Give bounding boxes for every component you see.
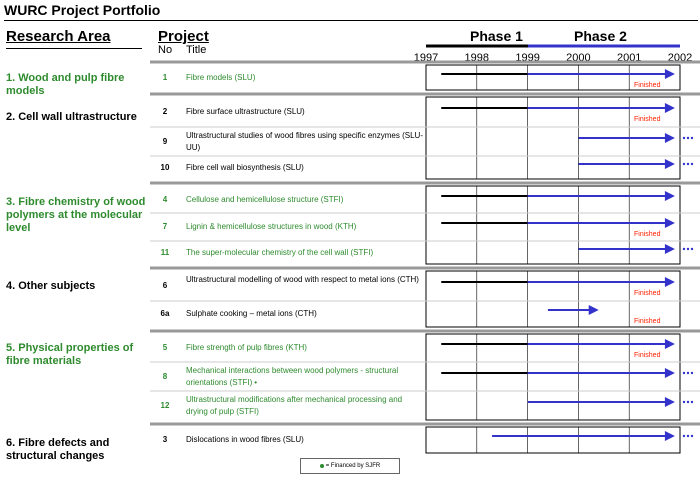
year-label: 2001	[616, 52, 642, 64]
project-arrowhead	[665, 397, 675, 407]
project-number: 5	[162, 343, 168, 352]
project-number: 6	[162, 281, 168, 290]
continuation-dot	[683, 372, 685, 374]
continuation-dot	[691, 248, 693, 250]
continuation-dot	[691, 163, 693, 165]
project-arrowhead	[665, 218, 675, 228]
title-column-header: Title	[186, 44, 207, 56]
project-title-text: Fibre cell wall biosynthesis (SLU)	[186, 163, 304, 172]
project-number: 1	[162, 73, 168, 82]
project-arrowhead	[665, 191, 675, 201]
continuation-dot	[687, 137, 689, 139]
sjfr-dot-icon	[320, 464, 324, 468]
project-number: 7	[162, 222, 168, 231]
project-title-text: Sulphate cooking – metal ions (CTH)	[186, 309, 317, 318]
project-title-text: Mechanical interactions between wood polymers - structural orientations (STFI)	[186, 366, 399, 387]
project-arrowhead	[589, 305, 599, 315]
project-number: 11	[160, 248, 170, 257]
finished-label: Finished	[634, 82, 661, 89]
page-title: WURC Project Portfolio	[4, 2, 161, 18]
project-arrowhead	[665, 159, 675, 169]
phase-2-label: Phase 2	[574, 28, 627, 44]
project-number: 9	[162, 137, 168, 146]
finished-label: Finished	[634, 352, 661, 359]
project-number: 2	[162, 107, 168, 116]
legend-text: = Financed by SJFR	[325, 463, 381, 469]
continuation-dot	[687, 435, 689, 437]
project-number: 10	[160, 163, 170, 172]
project-title-text: Ultrastructural modifications after mechanical processing and drying of pulp (STFI)	[186, 395, 403, 416]
project-title-text: Lignin & hemicellulose structures in wood (KTH)	[186, 222, 357, 231]
continuation-dot	[683, 163, 685, 165]
project-title-text: Dislocations in wood fibres (SLU)	[186, 435, 304, 444]
project-title-text: The super-molecular chemistry of the cell wall (STFI)	[186, 248, 374, 257]
project-arrowhead	[665, 368, 675, 378]
project-number: 4	[162, 195, 168, 204]
continuation-dot	[691, 401, 693, 403]
continuation-dot	[683, 435, 685, 437]
project-title-text: Fibre models (SLU)	[186, 73, 256, 82]
continuation-dot	[687, 401, 689, 403]
year-label: 1999	[515, 52, 540, 64]
research-area: 1. Wood and pulp fibre models	[6, 72, 125, 97]
research-area: 6. Fibre defects and structural changes	[6, 437, 110, 462]
finished-label: Finished	[634, 318, 661, 325]
no-column-header: No	[158, 44, 173, 56]
year-label: 1998	[464, 52, 490, 64]
continuation-dot	[683, 137, 685, 139]
project-arrowhead	[665, 69, 675, 79]
continuation-dot	[687, 372, 689, 374]
sjfr-marker: •	[254, 378, 258, 387]
continuation-dot	[691, 137, 693, 139]
project-arrowhead	[665, 431, 675, 441]
project-title-text: Ultrastructural studies of wood fibres using specific enzymes (SLU-UU)	[186, 131, 423, 152]
research-area: 5. Physical properties of fibre materials	[6, 342, 134, 367]
group-box	[426, 186, 680, 264]
project-title-text: Fibre strength of pulp fibres (KTH)	[186, 343, 307, 352]
continuation-dot	[691, 435, 693, 437]
continuation-dot	[691, 372, 693, 374]
year-label: 2002	[667, 52, 693, 64]
project-header: Project	[158, 28, 209, 45]
research-area: 4. Other subjects	[6, 280, 96, 292]
project-arrowhead	[665, 244, 675, 254]
research-area-header: Research Area	[6, 28, 111, 45]
project-arrowhead	[665, 103, 675, 113]
project-arrowhead	[665, 277, 675, 287]
group-box	[426, 427, 680, 453]
finished-label: Finished	[634, 290, 661, 297]
project-number: 3	[162, 435, 168, 444]
phase-1-label: Phase 1	[470, 28, 523, 44]
project-arrowhead	[665, 133, 675, 143]
continuation-dot	[687, 248, 689, 250]
project-arrowhead	[665, 339, 675, 349]
legend	[300, 458, 400, 474]
research-area: 2. Cell wall ultrastructure	[6, 111, 137, 123]
group-box	[426, 334, 680, 420]
year-label: 1997	[413, 52, 439, 64]
continuation-dot	[687, 163, 689, 165]
project-title-text: Cellulose and hemicellulose structure (STFI)	[186, 195, 344, 204]
year-label: 2000	[566, 52, 591, 64]
continuation-dot	[683, 248, 685, 250]
project-number: 12	[160, 401, 170, 410]
project-number: 6a	[160, 309, 170, 318]
project-title-text: Ultrastructural modelling of wood with respect to metal ions (CTH)	[186, 275, 419, 284]
finished-label: Finished	[634, 116, 661, 123]
project-number: 8	[162, 372, 168, 381]
project-title-text: Fibre surface ultrastructure (SLU)	[186, 107, 305, 116]
finished-label: Finished	[634, 231, 661, 238]
research-area: 3. Fibre chemistry of wood polymers at the molecular level	[6, 196, 146, 234]
continuation-dot	[683, 401, 685, 403]
